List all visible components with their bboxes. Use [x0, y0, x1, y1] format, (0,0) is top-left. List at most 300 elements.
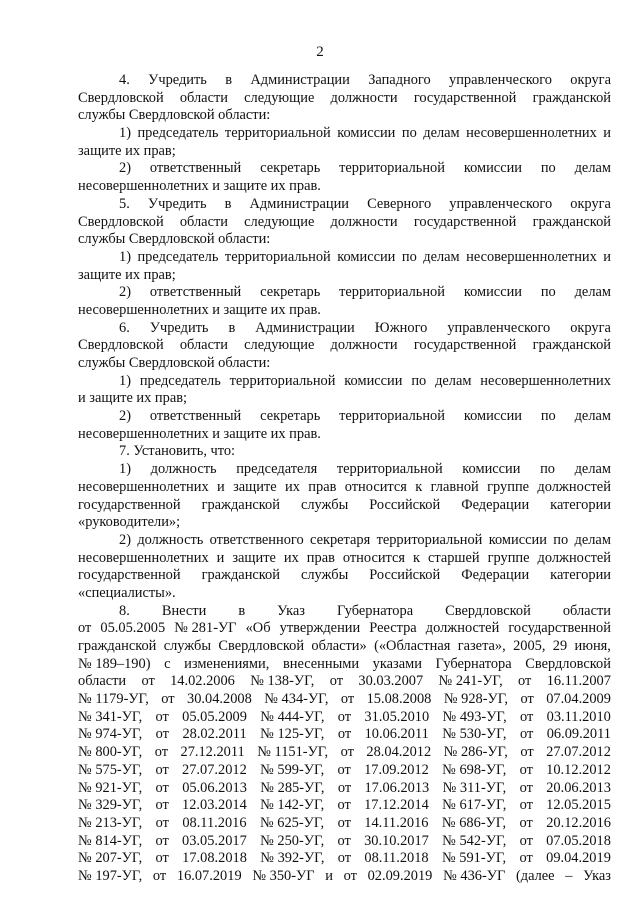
- text-word: 07.04.2009: [546, 691, 611, 708]
- text-word: № 350-УГ: [252, 867, 315, 884]
- text-word: 16.07.2019: [176, 867, 242, 884]
- text-word: делам: [423, 248, 460, 265]
- text-line: [78, 373, 611, 391]
- text-word: области: [179, 337, 228, 354]
- text-word: № 686-УГ,: [441, 814, 507, 831]
- text-word: комиссии: [463, 284, 522, 301]
- text-word: 8.: [119, 602, 130, 619]
- text-word: 2): [119, 531, 131, 548]
- text-word: должность: [150, 461, 217, 478]
- text-word: по: [540, 461, 555, 478]
- text-word: Администрации: [255, 319, 355, 336]
- text-line: [78, 744, 611, 762]
- text-line: [78, 726, 611, 744]
- text-word: 27.07.2012: [546, 744, 611, 761]
- text-word: № 125-УГ,: [260, 726, 325, 743]
- text-word: от: [155, 832, 169, 849]
- text-word: 05.05.2005: [100, 620, 166, 637]
- text-word: территориальной: [336, 461, 443, 478]
- text-word: от: [519, 832, 533, 849]
- text-word: государственной: [413, 337, 517, 354]
- text-word: по: [553, 531, 569, 548]
- text-word: от: [337, 814, 351, 831]
- text-word: № 444-УГ,: [260, 708, 325, 725]
- text-word: изменениями,: [184, 655, 270, 672]
- text-word: 12.03.2014: [182, 797, 247, 814]
- text-word: 29: [552, 638, 568, 654]
- text-word: от: [78, 620, 92, 637]
- text-line: защите их прав;: [78, 266, 176, 283]
- text-word: по: [401, 125, 417, 142]
- text-word: гражданской: [532, 337, 611, 354]
- text-word: 1): [119, 125, 131, 142]
- text-line: [78, 284, 611, 302]
- text-word: Внести: [161, 602, 207, 619]
- text-line: [78, 780, 611, 798]
- text-word: № 617-УГ,: [442, 797, 507, 814]
- text-line: [78, 762, 611, 780]
- text-word: комиссии: [337, 125, 396, 142]
- text-line: несовершеннолетних и защите их прав.: [78, 425, 321, 442]
- text-word: от: [337, 779, 352, 796]
- text-word: Свердловской: [78, 89, 164, 106]
- text-word: № 311-УГ,: [442, 779, 507, 796]
- text-word: 12.05.2015: [546, 797, 611, 814]
- text-word: в: [238, 602, 246, 619]
- text-word: № 599-УГ,: [260, 761, 325, 778]
- text-word: Свердловской: [78, 337, 164, 354]
- text-word: от: [519, 814, 533, 831]
- text-word: территориальной: [376, 531, 483, 548]
- text-word: в: [225, 72, 233, 88]
- text-word: указами: [372, 655, 422, 672]
- text-word: 10.06.2011: [364, 726, 429, 743]
- text-word: Российской: [369, 567, 441, 584]
- text-word: 17.06.2013: [364, 779, 430, 796]
- text-word: № 213-УГ,: [78, 814, 143, 831]
- text-word: 4.: [119, 72, 130, 88]
- text-word: в: [228, 319, 236, 336]
- text-word: области: [562, 602, 611, 619]
- text-line: защите их прав;: [78, 142, 176, 159]
- text-word: должности: [330, 337, 398, 354]
- text-word: к: [415, 478, 423, 495]
- text-word: следующие: [244, 89, 315, 106]
- text-word: 28.02.2011: [182, 726, 247, 743]
- text-word: Свердловской: [445, 602, 531, 619]
- text-line: [78, 479, 611, 497]
- text-word: от: [155, 814, 169, 831]
- text-word: Указ: [583, 867, 611, 884]
- page-number: 2: [316, 44, 324, 60]
- text-word: в: [224, 195, 232, 212]
- text-word: защите: [233, 478, 277, 495]
- text-word: 1): [119, 461, 131, 478]
- text-word: округа: [570, 72, 611, 88]
- text-word: 05.05.2009: [182, 708, 247, 725]
- text-word: от: [155, 708, 169, 725]
- text-word: несовершеннолетних: [78, 549, 209, 566]
- text-word: и: [603, 125, 611, 142]
- text-word: («Областная: [374, 638, 451, 654]
- text-word: 02.09.2019: [367, 867, 433, 884]
- text-word: 2): [119, 408, 131, 425]
- text-line: [78, 320, 611, 338]
- text-word: службы: [300, 496, 349, 513]
- text-word: следующие: [244, 213, 315, 230]
- text-line: [78, 497, 611, 515]
- text-word: Администрации: [249, 195, 349, 212]
- text-word: службы: [163, 638, 212, 654]
- text-word: № 800-УГ,: [78, 744, 143, 761]
- text-word: округа: [570, 195, 611, 212]
- text-word: категории: [550, 496, 611, 513]
- text-word: делам: [574, 531, 611, 548]
- text-word: по: [411, 372, 427, 389]
- text-word: № 928-УГ,: [443, 691, 509, 708]
- text-line: 7. Установить, что:: [119, 443, 236, 460]
- text-word: Учредить: [149, 319, 209, 336]
- text-word: № 974-УГ,: [78, 726, 143, 743]
- text-word: газета»,: [457, 638, 506, 654]
- text-line: [78, 214, 611, 232]
- text-line: [78, 833, 611, 851]
- text-word: относится: [344, 478, 407, 495]
- text-word: комиссии: [463, 408, 522, 425]
- text-word: от: [155, 850, 169, 867]
- text-word: области: [78, 673, 127, 690]
- text-word: 05.06.2013: [182, 779, 247, 796]
- text-word: секретаря: [310, 531, 371, 548]
- text-word: 28.04.2012: [366, 744, 432, 761]
- text-word: прав: [306, 549, 335, 566]
- text-word: государственной: [78, 496, 181, 513]
- text-word: от: [519, 726, 534, 743]
- text-word: № 493-УГ,: [442, 708, 507, 725]
- text-word: старшей: [428, 549, 480, 566]
- text-word: главной: [430, 478, 479, 495]
- text-word: Федерации: [461, 496, 530, 513]
- text-word: 03.05.2017: [182, 832, 247, 849]
- text-word: Южного: [374, 319, 428, 336]
- text-line: [78, 160, 611, 178]
- text-word: прав: [308, 478, 337, 495]
- text-word: по: [401, 248, 417, 265]
- text-word: службы: [300, 567, 349, 584]
- text-word: относится: [342, 549, 405, 566]
- text-line: [78, 656, 611, 674]
- text-word: от: [519, 850, 533, 867]
- text-word: территориальной: [339, 284, 445, 301]
- text-word: июня,: [574, 638, 611, 654]
- text-word: государственной: [413, 89, 517, 106]
- text-word: категории: [550, 567, 611, 584]
- text-word: Российской: [369, 496, 441, 513]
- text-word: 20.12.2016: [546, 814, 611, 831]
- text-word: области: [179, 89, 228, 106]
- text-word: должность: [137, 531, 204, 548]
- text-line: несовершеннолетних и защите их прав.: [78, 178, 321, 195]
- text-word: 16.11.2007: [546, 673, 611, 690]
- text-word: от: [343, 867, 357, 884]
- text-word: утверждении: [279, 620, 361, 637]
- text-word: 1): [119, 372, 131, 389]
- text-line: [78, 850, 611, 868]
- text-word: от: [329, 673, 344, 690]
- text-line: [78, 709, 611, 727]
- text-word: председателя: [236, 461, 318, 478]
- text-word: несовершеннолетних: [78, 478, 209, 495]
- text-word: председатель: [137, 248, 219, 265]
- text-line: «руководители»;: [78, 514, 181, 531]
- text-word: комиссии: [344, 372, 403, 389]
- text-word: от: [155, 779, 169, 796]
- text-word: № 241-УГ,: [438, 673, 503, 690]
- text-word: № 542-УГ,: [442, 832, 507, 849]
- text-word: 1): [119, 248, 131, 265]
- text-line: [78, 603, 611, 621]
- text-word: 31.05.2010: [364, 708, 430, 725]
- text-word: от: [337, 726, 352, 743]
- text-word: территориальной: [229, 372, 336, 389]
- text-line: [78, 638, 611, 656]
- text-word: № 138-УГ,: [250, 673, 315, 690]
- text-word: 17.09.2012: [364, 761, 429, 778]
- text-word: № 286-УГ,: [443, 744, 508, 761]
- text-word: гражданской: [201, 567, 280, 584]
- text-word: № 434-УГ,: [264, 691, 329, 708]
- text-word: 10.12.2012: [546, 761, 611, 778]
- text-word: управленческого: [447, 319, 551, 336]
- text-word: от: [337, 832, 351, 849]
- text-word: от: [155, 726, 169, 743]
- text-word: должностей: [425, 620, 500, 637]
- text-word: делам: [423, 125, 460, 142]
- text-word: Северного: [367, 195, 432, 212]
- text-word: ответственный: [149, 408, 242, 425]
- text-word: 30.03.2007: [358, 673, 424, 690]
- text-word: ответственного: [209, 531, 304, 548]
- text-word: № 921-УГ,: [78, 779, 143, 796]
- text-word: 08.11.2018: [364, 850, 429, 867]
- text-word: 15.08.2008: [366, 691, 432, 708]
- text-word: от: [152, 867, 167, 884]
- text-word: должности: [330, 89, 398, 106]
- text-word: 20.06.2013: [546, 779, 611, 796]
- text-word: по: [540, 160, 556, 177]
- text-line: [78, 408, 611, 426]
- text-word: Свердловской: [78, 213, 164, 230]
- text-word: государственной: [508, 620, 611, 637]
- text-word: делам: [435, 372, 472, 389]
- text-word: № 341-УГ,: [78, 708, 143, 725]
- text-word: должностей: [537, 478, 611, 495]
- text-word: секретарь: [260, 408, 321, 425]
- text-word: делам: [574, 160, 611, 177]
- text-line: [78, 673, 611, 691]
- text-word: государственной: [413, 213, 517, 230]
- text-word: Западного: [368, 72, 431, 88]
- text-word: 27.07.2012: [182, 761, 247, 778]
- text-line: [78, 797, 611, 815]
- text-word: Учредить: [147, 195, 207, 212]
- text-line: [78, 461, 611, 479]
- text-word: комиссии: [462, 461, 521, 478]
- text-word: 30.10.2017: [364, 832, 429, 849]
- text-word: делам: [574, 461, 611, 478]
- text-word: –: [565, 867, 573, 884]
- text-word: комиссии: [488, 531, 547, 548]
- text-word: 03.11.2010: [546, 708, 611, 725]
- text-word: «Об: [245, 620, 271, 637]
- text-word: Указ: [277, 602, 305, 619]
- text-word: от: [337, 797, 351, 814]
- text-word: от: [340, 744, 354, 761]
- text-word: 30.04.2008: [187, 691, 252, 708]
- text-line: несовершеннолетних и защите их прав.: [78, 301, 321, 318]
- text-line: [78, 90, 611, 108]
- text-word: 6.: [119, 319, 130, 336]
- text-word: гражданской: [78, 638, 157, 654]
- text-word: с: [164, 655, 171, 672]
- text-word: Свердловской: [525, 655, 611, 672]
- text-line: службы Свердловской области:: [78, 107, 271, 124]
- text-word: 08.11.2016: [182, 814, 247, 831]
- text-word: Администрации: [250, 72, 350, 88]
- text-word: № 530-УГ,: [442, 726, 507, 743]
- text-word: Реестра: [369, 620, 417, 637]
- text-word: 14.02.2006: [170, 673, 235, 690]
- text-line: «специалисты».: [78, 584, 176, 601]
- text-word: № 392-УГ,: [260, 850, 325, 867]
- text-word: № 329-УГ,: [78, 797, 143, 814]
- text-line: [78, 72, 611, 90]
- text-word: 27.12.2011: [180, 744, 245, 761]
- text-word: от: [155, 797, 169, 814]
- text-word: 2005,: [513, 638, 546, 654]
- text-word: от: [518, 673, 532, 690]
- text-line: [78, 620, 611, 638]
- text-line: [78, 337, 611, 355]
- text-word: № 281-УГ: [174, 620, 237, 637]
- text-word: от: [337, 708, 352, 725]
- text-word: Федерации: [461, 567, 530, 584]
- text-word: делам: [574, 284, 611, 301]
- text-word: гражданской: [201, 496, 280, 513]
- text-word: № 142-УГ,: [260, 797, 325, 814]
- text-word: 17.12.2014: [364, 797, 429, 814]
- text-word: от: [520, 708, 534, 725]
- text-word: к: [413, 549, 420, 566]
- text-word: области»: [311, 638, 367, 654]
- text-word: и: [603, 248, 611, 265]
- text-line: [78, 815, 611, 833]
- text-word: их: [285, 478, 300, 495]
- text-word: несовершеннолетних: [466, 248, 597, 265]
- text-word: следующие: [244, 337, 315, 354]
- text-word: делам: [574, 408, 611, 425]
- text-line: [78, 868, 611, 886]
- text-word: ответственный: [149, 284, 242, 301]
- text-word: (далее: [515, 867, 555, 884]
- text-word: Свердловской: [218, 638, 305, 654]
- text-word: № 698-УГ,: [442, 761, 507, 778]
- text-word: секретарь: [260, 160, 321, 177]
- text-line: [78, 691, 611, 709]
- text-word: по: [540, 408, 556, 425]
- text-word: № 197-УГ,: [78, 867, 143, 884]
- text-word: защите: [232, 549, 276, 566]
- text-word: должностей: [537, 549, 611, 566]
- text-word: округа: [570, 319, 611, 336]
- text-word: Учредить: [148, 72, 207, 88]
- text-word: № 1151-УГ,: [257, 744, 329, 761]
- text-word: секретарь: [260, 284, 321, 301]
- text-word: гражданской: [532, 89, 611, 106]
- text-line: [78, 249, 611, 267]
- text-word: управленческого: [449, 195, 553, 212]
- text-word: № 814-УГ,: [78, 832, 143, 849]
- text-line: [78, 125, 611, 143]
- text-word: области: [179, 213, 228, 230]
- document-body: [78, 72, 611, 886]
- text-word: ответственный: [149, 160, 242, 177]
- text-word: 06.09.2011: [546, 726, 611, 743]
- text-word: № 189–190): [78, 655, 151, 672]
- text-word: управленческого: [449, 72, 552, 88]
- text-word: № 625-УГ,: [259, 814, 325, 831]
- text-word: от: [337, 761, 351, 778]
- text-word: № 1179-УГ,: [78, 691, 149, 708]
- text-word: от: [154, 744, 168, 761]
- text-word: 5.: [119, 195, 130, 212]
- text-word: государственной: [78, 567, 181, 584]
- text-word: № 436-УГ: [443, 867, 506, 884]
- text-word: от: [520, 744, 534, 761]
- text-word: от: [519, 797, 533, 814]
- text-word: от: [519, 761, 533, 778]
- text-word: и: [217, 478, 225, 495]
- text-line: службы Свердловской области:: [78, 231, 271, 248]
- text-word: комиссии: [463, 160, 522, 177]
- text-word: от: [337, 850, 352, 867]
- text-word: территориальной: [339, 408, 445, 425]
- text-word: их: [283, 549, 299, 566]
- text-word: гражданской: [532, 213, 611, 230]
- text-word: 07.05.2018: [546, 832, 611, 849]
- text-word: по: [540, 284, 556, 301]
- text-line: [78, 550, 611, 568]
- text-word: и: [325, 867, 333, 884]
- text-word: № 207-УГ,: [78, 850, 143, 867]
- text-word: Губернатора: [435, 655, 512, 672]
- text-line: и защите их прав;: [78, 390, 187, 407]
- text-word: территориальной: [339, 160, 445, 177]
- text-word: территориальной: [224, 248, 331, 265]
- text-word: председатель: [137, 125, 219, 142]
- text-word: № 250-УГ,: [260, 832, 325, 849]
- text-word: несовершеннолетних: [466, 125, 597, 142]
- text-word: должности: [330, 213, 398, 230]
- text-word: группе: [487, 478, 530, 495]
- text-word: 17.08.2018: [182, 850, 247, 867]
- text-word: внесенными: [282, 655, 360, 672]
- text-word: 09.04.2019: [546, 850, 611, 867]
- text-word: № 591-УГ,: [441, 850, 507, 867]
- text-word: 2): [119, 284, 131, 301]
- text-word: от: [519, 779, 533, 796]
- text-line: службы Свердловской области:: [78, 355, 271, 371]
